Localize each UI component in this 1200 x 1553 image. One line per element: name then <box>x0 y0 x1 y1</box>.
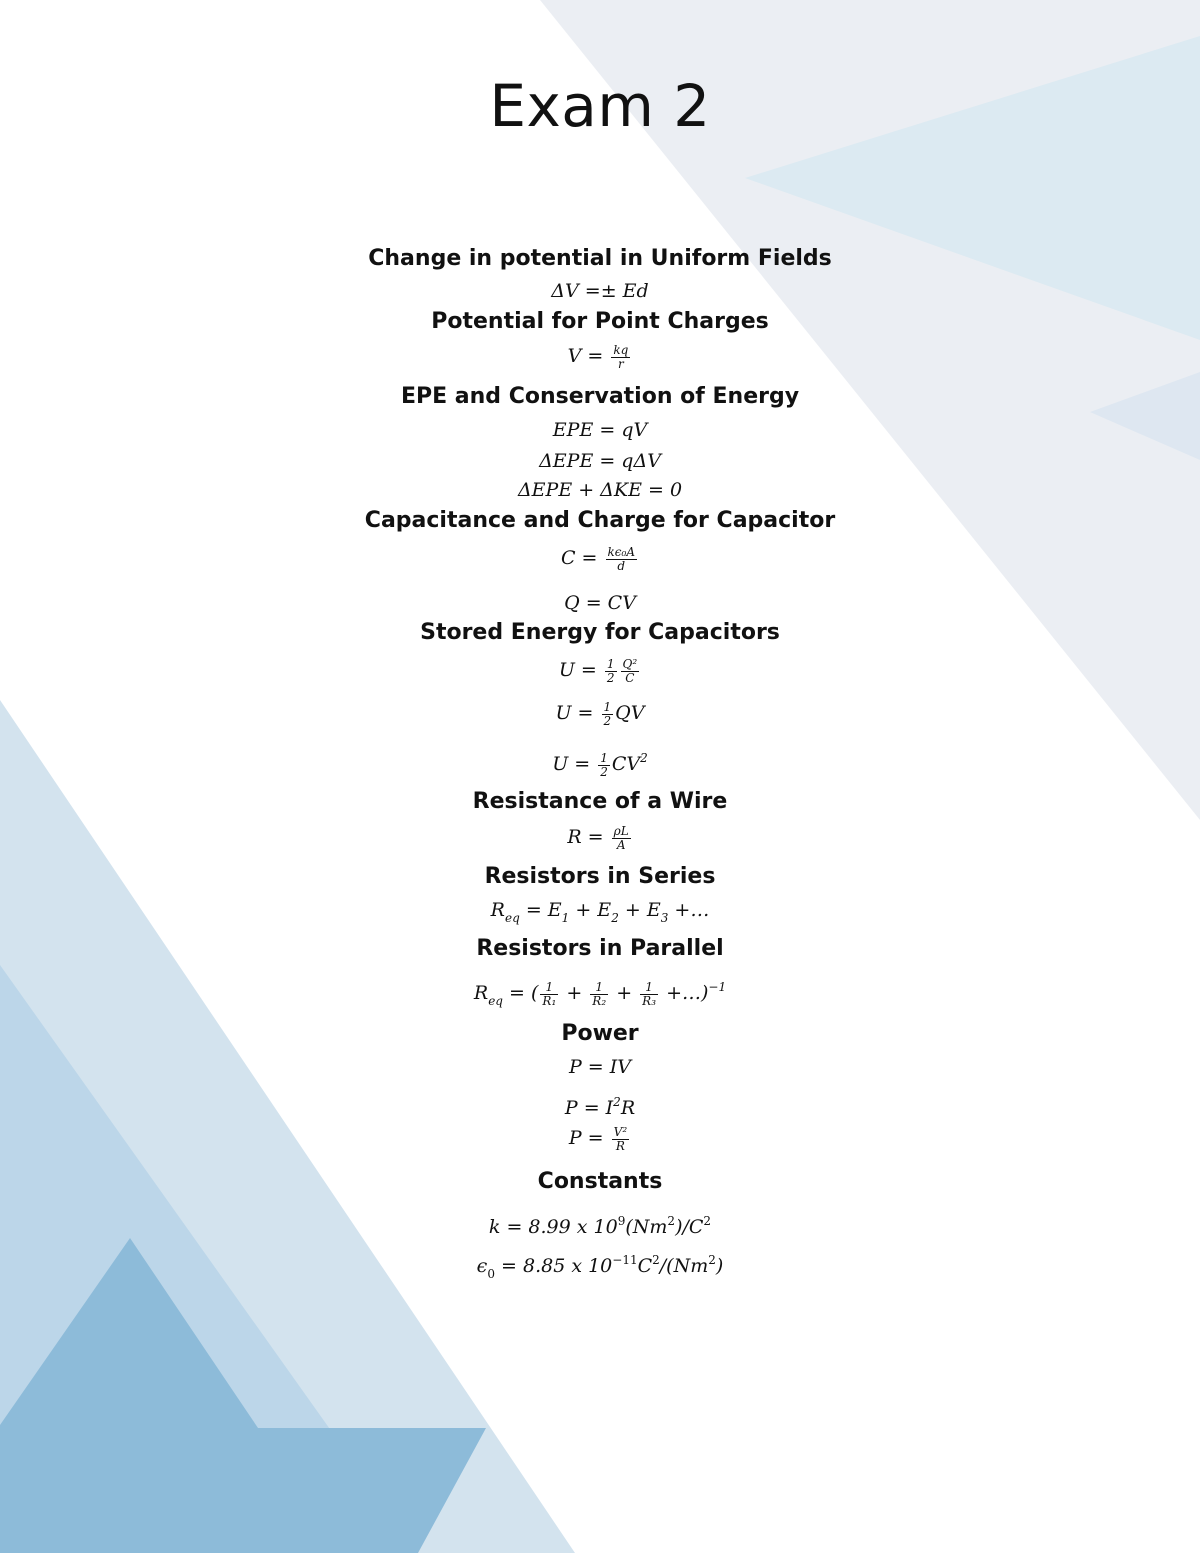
eq-lhs: R = <box>567 826 604 848</box>
fraction-half <box>602 701 614 728</box>
term: )/C <box>675 1216 704 1238</box>
fraction-r3 <box>640 981 658 1008</box>
heading-stored-energy: Stored Energy for Capacitors <box>420 620 780 645</box>
equation-energy-cv2 <box>0 745 1200 779</box>
subscript-eq: eq <box>504 911 520 925</box>
numerator: ρL <box>613 823 629 838</box>
heading-resistance-wire: Resistance of a Wire <box>472 789 728 814</box>
equation-capacitance <box>0 545 1200 573</box>
subscript: 2 <box>611 911 619 925</box>
equation-energy-qv <box>0 700 1200 728</box>
numerator: 1 <box>603 699 612 714</box>
exponent: 2 <box>640 751 648 765</box>
term: P = I <box>564 1097 614 1119</box>
heading-point-charges: Potential for Point Charges <box>431 309 769 334</box>
fraction <box>611 344 630 371</box>
equation-delta-epe: ΔEPE = qΔV <box>539 450 661 472</box>
denominator: 2 <box>603 713 612 728</box>
eq-lhs: U = <box>558 659 597 681</box>
equation-parallel <box>0 974 1200 1014</box>
denominator: R <box>615 1138 625 1153</box>
eq-lhs: P = <box>568 1127 604 1149</box>
exponent: 2 <box>652 1253 660 1267</box>
numerator: V² <box>613 1124 628 1139</box>
denominator: R₂ <box>592 993 607 1008</box>
symbol-epsilon: ϵ <box>476 1255 488 1277</box>
equation-energy-conservation: ΔEPE + ΔKE = 0 <box>517 479 683 501</box>
fraction-r2 <box>590 981 608 1008</box>
equation-point-potential <box>0 343 1200 371</box>
fraction-q-squared-over-c <box>621 658 640 685</box>
equation-power-v2r <box>0 1125 1200 1153</box>
equation-energy-q-c <box>0 657 1200 685</box>
close-paren: +…) <box>666 982 709 1004</box>
fraction-half <box>598 752 610 779</box>
term-1: = E <box>525 899 562 921</box>
heading-power: Power <box>561 1021 639 1046</box>
term: k = 8.99 x 10 <box>488 1216 618 1238</box>
equation-series <box>0 897 1200 931</box>
heading-uniform-fields: Change in potential in Uniform Fields <box>368 246 832 271</box>
constant-permittivity <box>0 1247 1200 1287</box>
numerator: 1 <box>590 981 608 995</box>
denominator: d <box>617 558 626 573</box>
equation-power-iv: P = IV <box>568 1056 631 1078</box>
denominator: 2 <box>606 670 615 685</box>
term-2: + E <box>575 899 612 921</box>
numerator: 1 <box>600 750 608 765</box>
page-title: Exam 2 <box>489 72 711 140</box>
denominator: C <box>625 670 635 685</box>
subscript-eq: eq <box>488 994 503 1008</box>
term-3: + E <box>624 899 661 921</box>
exponent: −11 <box>612 1253 638 1267</box>
heading-series: Resistors in Series <box>484 864 716 889</box>
equation-epe: EPE = qV <box>552 419 648 441</box>
exponent: 2 <box>708 1253 716 1267</box>
equation-power-i2r <box>0 1089 1200 1121</box>
plus: + <box>616 982 633 1004</box>
eq-rhs: QV <box>615 702 645 724</box>
symbol-r: R <box>473 982 489 1004</box>
exponent: 2 <box>667 1214 676 1228</box>
ellipsis: +… <box>674 899 710 921</box>
numerator: 1 <box>640 981 658 995</box>
fraction-r1 <box>540 981 558 1008</box>
heading-parallel: Resistors in Parallel <box>476 936 724 961</box>
term: /(Nm <box>659 1255 709 1277</box>
denominator: 2 <box>600 764 608 779</box>
exponent: 2 <box>613 1095 621 1109</box>
numerator: Q² <box>622 656 638 671</box>
eq-lhs: U = <box>555 702 594 724</box>
fraction-half <box>605 658 617 685</box>
term: (Nm <box>625 1216 668 1238</box>
numerator: kϵ₀A <box>607 544 635 559</box>
open-paren: = ( <box>509 982 539 1004</box>
symbol-r: R <box>490 899 505 921</box>
denominator: R₃ <box>642 993 657 1008</box>
term: R <box>620 1097 636 1119</box>
fraction <box>612 1126 629 1153</box>
exponent: 2 <box>703 1214 712 1228</box>
denominator: r <box>617 356 624 371</box>
subscript: 0 <box>487 1267 495 1281</box>
denominator: R₁ <box>542 993 557 1008</box>
denominator: A <box>616 837 626 852</box>
exponent: −1 <box>708 980 727 994</box>
constant-coulomb-k <box>0 1208 1200 1240</box>
heading-constants: Constants <box>537 1169 663 1194</box>
subscript: 1 <box>561 911 570 925</box>
equation-resistance <box>0 824 1200 852</box>
exponent: 9 <box>617 1214 626 1228</box>
term: = 8.85 x 10 <box>501 1255 613 1277</box>
eq-rhs: CV <box>611 753 641 775</box>
numerator: 1 <box>606 656 615 671</box>
equation-delta-v: ΔV =± Ed <box>551 280 649 302</box>
subscript: 3 <box>660 911 669 925</box>
eq-lhs: U = <box>552 753 591 775</box>
fraction <box>612 825 631 852</box>
numerator: kq <box>613 342 629 357</box>
heading-capacitance: Capacitance and Charge for Capacitor <box>364 508 836 533</box>
plus: + <box>566 982 583 1004</box>
term: C <box>637 1255 653 1277</box>
fraction <box>606 546 637 573</box>
numerator: 1 <box>540 981 558 995</box>
eq-lhs: V = <box>567 345 604 367</box>
equation-charge: Q = CV <box>564 592 636 614</box>
eq-lhs: C = <box>560 547 598 569</box>
term: ) <box>715 1255 724 1277</box>
heading-epe-energy: EPE and Conservation of Energy <box>400 384 800 409</box>
